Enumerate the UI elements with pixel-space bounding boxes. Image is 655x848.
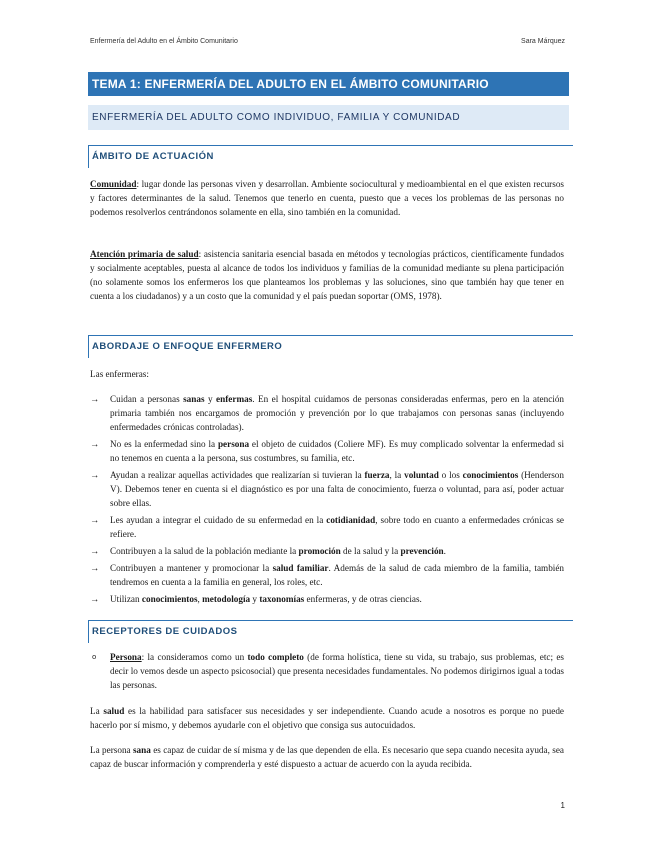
arrow-list-enfermeras bbox=[90, 392, 564, 609]
term-atencion-primaria: Atención primaria de salud bbox=[90, 249, 199, 259]
list-item: → Contribuyen a la salud de la población mediante la promoción de la salud y la prevención. bbox=[90, 546, 446, 556]
arrow-icon: → bbox=[90, 515, 100, 525]
circle-bullet-icon: o bbox=[92, 653, 97, 661]
list-item: o Persona: la consideramos como un todo completo (de forma holística, tiene su vida, su trabajo, sus problemas, etc; es decir lo vemos desde un aspecto psicosocial) que presenta necesidades fundamentales. No podemos dirigirnos igual a todas las personas. bbox=[92, 652, 564, 690]
list-item: → Ayudan a realizar aquellas actividades que realizarían si tuvieran la fuerza, la voluntad o los conocimientos (Henderson V). Debemos tener en cuenta si el diagnóstico es por una falta de conocimiento, fuerza o voluntad, para así, poder actuar sobre ellas. bbox=[90, 470, 564, 508]
page-number: 1 bbox=[560, 801, 565, 810]
paragraph-intro-enfermeras: Las enfermeras: bbox=[90, 369, 149, 379]
list-item: → Les ayudan a integrar el cuidado de su enfermedad en la cotidianidad, sobre todo en cuanto a enfermedades crónicas se refiere. bbox=[90, 515, 565, 539]
term-persona: Persona bbox=[110, 652, 142, 662]
bullet-list-receptores bbox=[90, 650, 564, 695]
header-course-title: Enfermería del Adulto en el Ámbito Comunitario bbox=[90, 38, 238, 45]
list-item: → Cuidan a personas sanas y enfermas. En el hospital cuidamos de personas consideradas enfermas, pero en la atención primaria también nos encargamos de promoción y prevención por lo que trabajamos con personas sanas (incluyendo enfermedades crónicas controladas). bbox=[90, 394, 565, 432]
list-item: → No es la enfermedad sino la persona el objeto de cuidados (Coliere MF). Es muy complicado solventar la enfermedad si no tenemos en cuenta a la persona, sus costumbres, su familia, etc. bbox=[90, 439, 564, 463]
arrow-icon: → bbox=[90, 394, 100, 404]
paragraph-persona-sana: La persona sana es capaz de cuidar de sí misma y de las que dependen de ella. Es necesario que sepa cuando necesita ayuda, sea capaz de buscar información y comprenderla y esté dispuesto a actuar de acuerdo con la ayuda recibida. bbox=[90, 745, 564, 769]
list-item: → Contribuyen a mantener y promocionar la salud familiar. Además de la salud de cada miembro de la familia, también tendremos en cuenta a la familia en general, los roles, etc. bbox=[90, 563, 565, 587]
arrow-icon: → bbox=[90, 470, 100, 480]
arrow-icon: → bbox=[90, 546, 100, 556]
section-title-receptores: RECEPTORES DE CUIDADOS bbox=[88, 620, 573, 643]
paragraph-comunidad: Comunidad: lugar donde las personas viven y desarrollan. Ambiente sociocultural y medioambiental en el que existen recursos y factores determinantes de la salud. Tenemos que tenerlo en cuenta, puesto que a veces los problemas de las personas no podemos resolverlos centrándonos solamente en ella, sino también en la comunidad. bbox=[90, 179, 564, 217]
header-author: Sara Márquez bbox=[521, 38, 565, 45]
arrow-icon: → bbox=[90, 563, 100, 573]
section-title-abordaje: ABORDAJE O ENFOQUE ENFERMERO bbox=[88, 335, 573, 358]
document-title: TEMA 1: ENFERMERÍA DEL ADULTO EN EL ÁMBITO COMUNITARIO bbox=[88, 72, 569, 96]
section-title-ambito: ÁMBITO DE ACTUACIÓN bbox=[88, 145, 573, 168]
paragraph-atencion-primaria: Atención primaria de salud: asistencia sanitaria esencial basada en métodos y tecnologías prácticos, científicamente fundados y socialmente aceptables, puesta al alcance de todos los individuos y familias de la comunidad mediante su plena participación (no solamente somos los enfermeros los que planteamos los problemas y las soluciones, sino que también hay que tener en cuenta a los ciudadanos) y a un costo que la comunidad y el país puedan soportar (OMS, 1978). bbox=[90, 249, 564, 301]
paragraph-salud: La salud es la habilidad para satisfacer sus necesidades y ser independiente. Cuando acude a nosotros es porque no puede hacerlo por sí mismo, y debemos ayudarle con el objetivo que consiga sus autocuidados. bbox=[90, 706, 564, 730]
arrow-icon: → bbox=[90, 439, 100, 449]
term-comunidad: Comunidad bbox=[90, 179, 137, 189]
arrow-icon: → bbox=[90, 594, 100, 604]
document-subtitle: ENFERMERÍA DEL ADULTO COMO INDIVIDUO, FAMILIA Y COMUNIDAD bbox=[88, 105, 569, 130]
list-item: → Utilizan conocimientos, metodología y taxonomías enfermeras, y de otras ciencias. bbox=[90, 594, 422, 604]
page-header bbox=[90, 38, 565, 45]
